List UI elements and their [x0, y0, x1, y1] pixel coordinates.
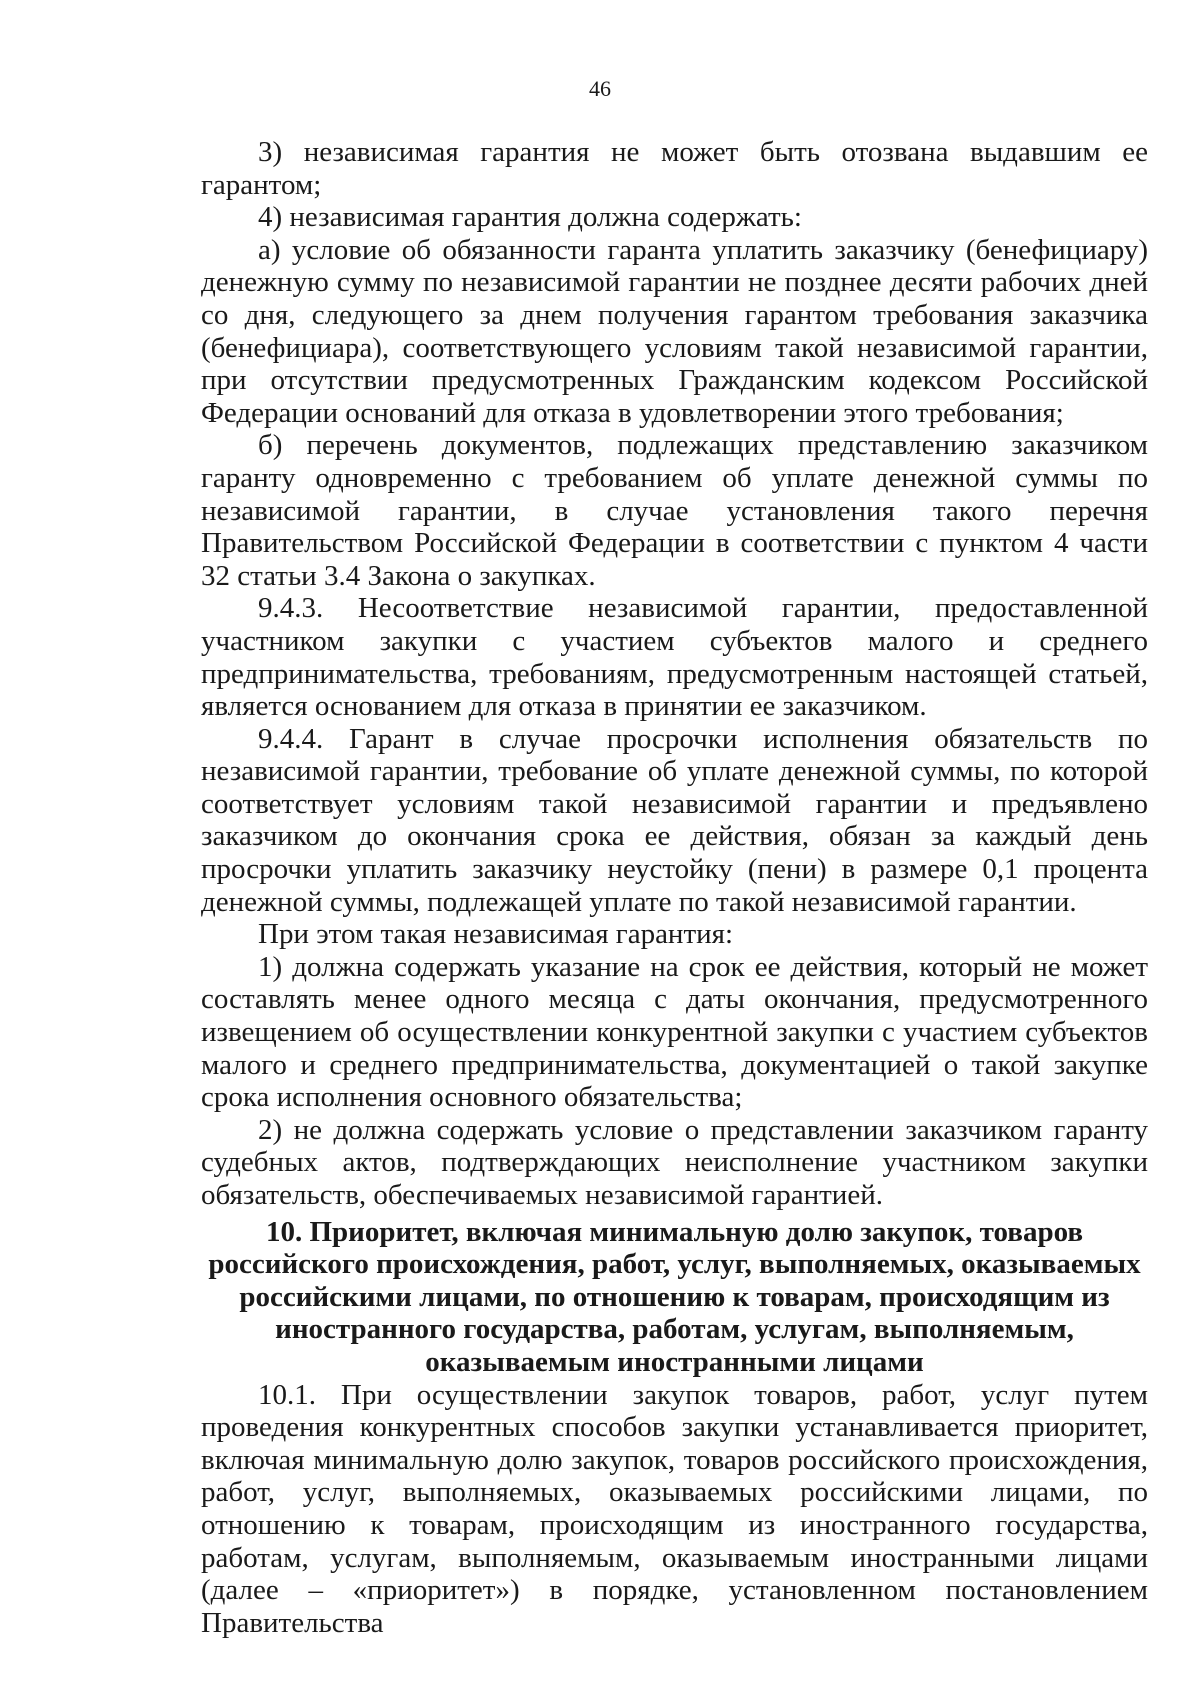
- heading-line: иностранного государства, работам, услугам, выполняемым,: [275, 1313, 1074, 1346]
- paragraph-such-guarantee: При этом такая независимая гарантия:: [258, 918, 734, 951]
- paragraph-guarantee-must-contain: 4) независимая гарантия должна содержать:: [258, 201, 802, 234]
- heading-line: российскими лицами, по отношению к товарам, происходящим из: [239, 1280, 1110, 1313]
- heading-line: 10. Приоритет, включая минимальную долю закупок, товаров: [265, 1215, 1084, 1248]
- paragraph-10-1: 10.1. При осуществлении закупок товаров, работ, услуг путем проведения конкурентных способов закупки устанавливается приоритет, включая минимальную долю закупок, товаров российского происхождения, работ, услуг, выполняемых, оказываемых российскими лицами, по отношению к товарам, происходящим из иностранного государства, работам, услугам, выполняемым, оказываемым иностранными лицами (далее – «приоритет») в порядке, установленном постановлением Правительства: [201, 1378, 1148, 1639]
- paragraph-item-2: 2) не должна содержать условие о представлении заказчиком гаранту судебных актов, подтверждающих неисполнение участником закупки обязательств, обеспечиваемых независимой гарантией.: [201, 1113, 1148, 1211]
- paragraph-condition-a: а) условие об обязанности гаранта уплатить заказчику (бенефициару) денежную сумму по независимой гарантии не позднее десяти рабочих дней со дня, следующего за днем получения гарантом требования заказчика (бенефициара), соответствующего условиям такой независимой гарантии, при отсутствии предусмотренных Гражданским кодексом Российской Федерации оснований для отказа в удовлетворении этого требования;: [201, 233, 1148, 429]
- document-body: [201, 136, 1148, 1639]
- paragraph-guarantee-irrevocable: 3) независимая гарантия не может быть отозвана выдавшим ее гарантом;: [201, 136, 1148, 201]
- paragraph-list-b: б) перечень документов, подлежащих представлению заказчиком гаранту одновременно с требованием об уплате денежной суммы по независимой гарантии, в случае установления такого перечня Правительством Российской Федерации в соответствии с пунктом 4 части 32 статьи 3.4 Закона о закупках.: [201, 429, 1148, 592]
- paragraph-9-4-4: 9.4.4. Гарант в случае просрочки исполнения обязательств по независимой гарантии, требование об уплате денежной суммы, по которой соответствует условиям такой независимой гарантии и предъявлено заказчиком до окончания срока ее действия, обязан за каждый день просрочки уплатить заказчику неустойку (пени) в размере 0,1 процента денежной суммы, подлежащей уплате по такой независимой гарантии.: [201, 722, 1148, 918]
- page-number: 46: [589, 76, 611, 101]
- heading-line: российского происхождения, работ, услуг, выполняемых, оказываемых: [208, 1248, 1141, 1281]
- paragraph-9-4-3: 9.4.3. Несоответствие независимой гарантии, предоставленной участником закупки с участием субъектов малого и среднего предпринимательства, требованиям, предусмотренным настоящей статьей, является основанием для отказа в принятии ее заказчиком.: [201, 592, 1148, 723]
- heading-line: оказываемым иностранными лицами: [425, 1345, 924, 1378]
- section-10-heading: [201, 1216, 1148, 1379]
- paragraph-item-1: 1) должна содержать указание на срок ее действия, который не может составлять менее одного месяца с даты окончания, предусмотренного извещением об осуществлении конкурентной закупки с участием субъектов малого и среднего предпринимательства, документацией о такой закупке срока исполнения основного обязательства;: [201, 950, 1148, 1114]
